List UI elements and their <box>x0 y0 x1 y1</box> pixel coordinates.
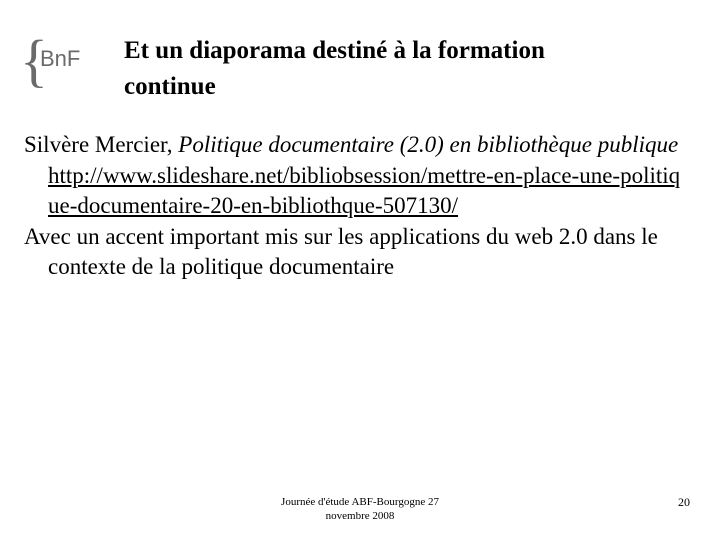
logo-bracket: { <box>20 28 48 92</box>
slide-footer <box>262 495 458 523</box>
description-paragraph: Avec un accent important mis sur les applications du web 2.0 dans le contexte de la politique documentaire <box>24 223 658 279</box>
slideshare-link[interactable]: http://www.slideshare.net/bibliobsession/mettre-en-place-une-politique-documentaire-20-en-bibliothque-507130/ <box>48 162 681 218</box>
bnf-logo-icon <box>18 22 98 92</box>
author-name: Silvère Mercier, <box>24 132 179 157</box>
slide-title-line-1: Et un diaporama destiné à la formation <box>124 37 545 64</box>
footer-line-1: Journée d'étude ABF-Bourgogne 27 <box>281 496 439 508</box>
logo-text: BnF <box>40 46 81 71</box>
work-title: Politique documentaire (2.0) en bibliothèque publique <box>178 132 679 157</box>
slide-body <box>24 130 684 283</box>
footer-line-2: novembre 2008 <box>325 510 395 522</box>
slide-title-line-2: continue <box>124 73 216 100</box>
page-number: 20 <box>678 495 690 509</box>
reference-paragraph <box>24 130 684 222</box>
bnf-logo <box>18 22 98 92</box>
slide-title <box>124 33 694 105</box>
